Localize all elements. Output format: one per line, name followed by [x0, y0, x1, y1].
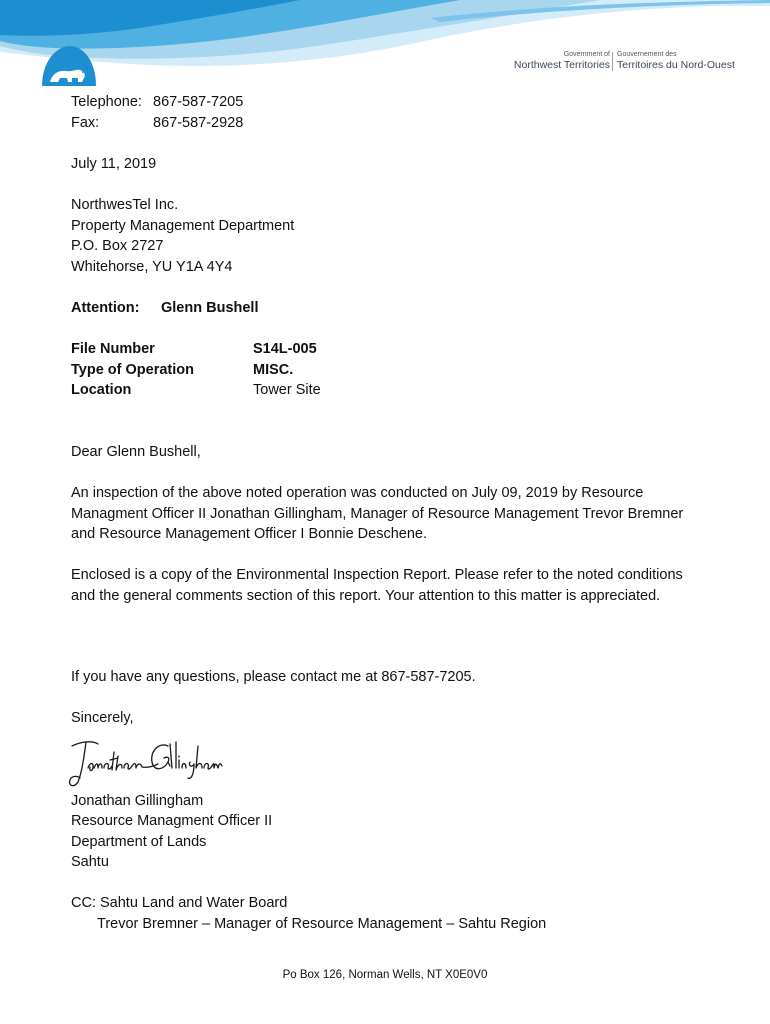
fax-value: 867-587-2928 — [153, 115, 244, 131]
body-paragraph-3: If you have any questions, please contact me at 867-587-7205. — [71, 669, 476, 685]
operation-type-row — [71, 360, 294, 380]
closing: Sincerely, — [71, 710, 134, 726]
gov-name-english — [513, 50, 610, 72]
cc-line-2: Trevor Bremner – Manager of Resource Management – Sahtu Region — [97, 916, 547, 932]
banner-wave-graphic — [0, 0, 770, 90]
gov-en-small: Government of — [563, 51, 610, 58]
attention-line — [71, 298, 259, 318]
operation-type-value: MISC. — [253, 362, 294, 378]
location-value: Tower Site — [253, 382, 321, 398]
attention-label: Attention: — [71, 300, 140, 316]
file-number-row — [71, 339, 317, 359]
signer-name: Jonathan Gillingham — [71, 793, 204, 809]
telephone-label: Telephone: — [71, 94, 142, 110]
gov-name-divider — [612, 52, 613, 71]
recipient-po-box: P.O. Box 2727 — [71, 238, 164, 254]
gov-fr-name: Territoires du Nord-Ouest — [617, 59, 735, 71]
location-row — [71, 380, 321, 400]
location-label: Location — [71, 382, 132, 398]
letter-date: July 11, 2019 — [71, 156, 157, 172]
gov-fr-small: Gouvernement des — [617, 51, 677, 58]
fax-label: Fax: — [71, 115, 100, 131]
fax-line — [71, 113, 244, 133]
telephone-line — [71, 92, 244, 112]
telephone-value: 867-587-7205 — [153, 94, 244, 110]
gov-en-name: Northwest Territories — [513, 59, 610, 71]
attention-name: Glenn Bushell — [161, 300, 259, 316]
salutation: Dear Glenn Bushell, — [71, 444, 201, 460]
cc-line-1: CC: Sahtu Land and Water Board — [71, 895, 288, 911]
body-paragraph-2: Enclosed is a copy of the Environmental Inspection Report. Please refer to the noted conditions and the general comments section of this report. Your attention to this matter is appreciated. — [71, 567, 683, 604]
letterhead-banner — [0, 0, 770, 90]
operation-type-label: Type of Operation — [71, 362, 194, 378]
signer-region: Sahtu — [71, 854, 109, 870]
file-number-label: File Number — [71, 341, 155, 357]
recipient-company: NorthwesTel Inc. — [71, 197, 179, 213]
recipient-department: Property Management Department — [71, 218, 295, 234]
body-paragraph-1: An inspection of the above noted operation was conducted on July 09, 2019 by Resource Managment Officer II Jonathan Gillingham, Manager of Resource Management Trevor Bremner and Resource Management Officer I Bonnie Deschene. — [71, 485, 684, 542]
handwritten-signature — [64, 732, 224, 792]
signer-department: Department of Lands — [71, 834, 207, 850]
footer-address: Po Box 126, Norman Wells, NT X0E0V0 — [282, 969, 488, 981]
signer-title: Resource Managment Officer II — [71, 813, 273, 829]
recipient-city: Whitehorse, YU Y1A 4Y4 — [71, 259, 233, 275]
gov-name-french — [617, 50, 737, 72]
file-number-value: S14L-005 — [253, 341, 317, 357]
nwt-polar-bear-logo — [38, 42, 98, 94]
